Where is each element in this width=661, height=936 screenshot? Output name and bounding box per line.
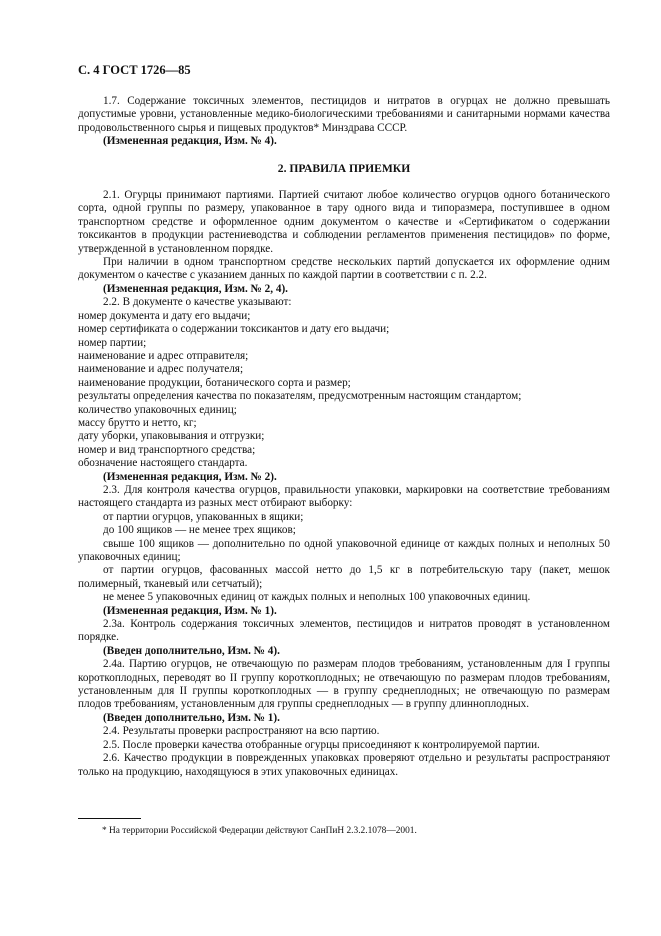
footnote-divider: [78, 818, 141, 819]
clause-1-7: 1.7. Содержание токсичных элементов, пестицидов и нитратов в огурцах не должно превышать допустимые уровни, установленные медико-биологическими требованиями и санитарными нормами качества продовольственного сырья и пищевых продуктов* Минздрава СССР.: [78, 95, 610, 134]
list-item: номер сертификата о содержании токсикантов и дату его выдачи;: [78, 323, 390, 336]
edit-note-2-3: (Измененная редакция, Изм. № 1).: [103, 604, 277, 617]
edit-note-1-7: (Измененная редакция, Изм. № 4).: [103, 135, 277, 148]
clause-2-1-continued: При наличии в одном транспортном средстве нескольких партий допускается их оформление одним документом о качестве с указанием данных по каждой партии в соответствии с п. 2.2.: [78, 256, 610, 282]
list-item: номер партии;: [78, 336, 147, 349]
clause-2-3-line: не менее 5 упаковочных единиц от каждых полных и неполных 100 упаковочных единиц.: [103, 591, 531, 604]
clause-2-4a: 2.4а. Партию огурцов, не отвечающую по размерам плодов требованиям, установленным для I группы короткоплодных, переводят во II группу короткоплодных; не отвечающую по размерам плодов требованиям, установленным для II группы короткоплодных — в группу среднеплодных; не отвечающую по размерам плодов требованиям, установленным для группы среднеплодных — в группу длинноплодных.: [78, 658, 610, 711]
section-title: 2. ПРАВИЛА ПРИЕМКИ: [277, 161, 411, 175]
document-body: [78, 95, 610, 779]
clause-2-3-line: до 100 ящиков — не менее трех ящиков;: [103, 524, 296, 537]
list-item: наименование и адрес получателя;: [78, 363, 244, 376]
edit-note-2-2: (Измененная редакция, Изм. № 2).: [103, 470, 277, 483]
list-item: результаты определения качества по показателям, предусмотренным настоящим стандартом;: [78, 390, 522, 403]
list-item: наименование продукции, ботанического сорта и размер;: [78, 376, 351, 389]
list-item: номер и вид транспортного средства;: [78, 443, 256, 456]
list-item: обозначение настоящего стандарта.: [78, 457, 248, 470]
clause-2-4: 2.4. Результаты проверки распространяют на всю партию.: [103, 725, 380, 738]
clause-2-2: 2.2. В документе о качестве указывают:: [103, 296, 292, 309]
list-item: наименование и адрес отправителя;: [78, 349, 249, 362]
list-item: количество упаковочных единиц;: [78, 403, 237, 416]
page-header: С. 4 ГОСТ 1726—85: [78, 63, 191, 77]
edit-note-2-4a: (Введен дополнительно, Изм. № 1).: [103, 711, 280, 724]
clause-2-5: 2.5. После проверки качества отобранные огурцы присоединяют к контролируемой партии.: [103, 738, 540, 751]
clause-2-1: 2.1. Огурцы принимают партиями. Партией считают любое количество огурцов одного ботанического сорта, одной группы по размеру, упакованное в тару одного вида и типоразмера, поступившее в одном транспортном средстве и оформленное одним документом о качестве и «Сертификатом о содержании токсикантов в продукции растениеводства и соблюдении регламентов применения пестицидов» по форме, утвержденной в установленном порядке.: [78, 189, 610, 255]
clause-2-3a: 2.3а. Контроль содержания токсичных элементов, пестицидов и нитратов проводят в установленном порядке.: [78, 618, 610, 644]
clause-2-6: 2.6. Качество продукции в поврежденных упаковках проверяют отдельно и результаты распространяют только на продукцию, находящуюся в этих упаковочных единицах.: [78, 752, 610, 778]
clause-2-3-line: свыше 100 ящиков — дополнительно по одной упаковочной единице от каждых полных и неполных 50 упаковочных единиц;: [78, 537, 610, 563]
list-item: дату уборки, упаковывания и отгрузки;: [78, 430, 265, 443]
clause-2-3-line: от партии огурцов, фасованных массой нетто до 1,5 кг в потребительскую тару (пакет, мешок полимерный, тканевый или сетчатый);: [78, 564, 610, 590]
list-item: массу брутто и нетто, кг;: [78, 416, 197, 429]
edit-note-2-3a: (Введен дополнительно, Изм. № 4).: [103, 644, 280, 657]
clause-2-3-line: от партии огурцов, упакованных в ящики;: [103, 510, 304, 523]
clause-2-3: 2.3. Для контроля качества огурцов, правильности упаковки, маркировки на соответствие требованиям настоящего стандарта из разных мест отбирают выборку:: [78, 483, 610, 510]
list-item: номер документа и дату его выдачи;: [78, 309, 251, 322]
edit-note-2-1: (Измененная редакция, Изм. № 2, 4).: [103, 282, 288, 295]
footnote: * На территории Российской Федерации действуют СанПиН 2.3.2.1078—2001.: [102, 826, 417, 836]
